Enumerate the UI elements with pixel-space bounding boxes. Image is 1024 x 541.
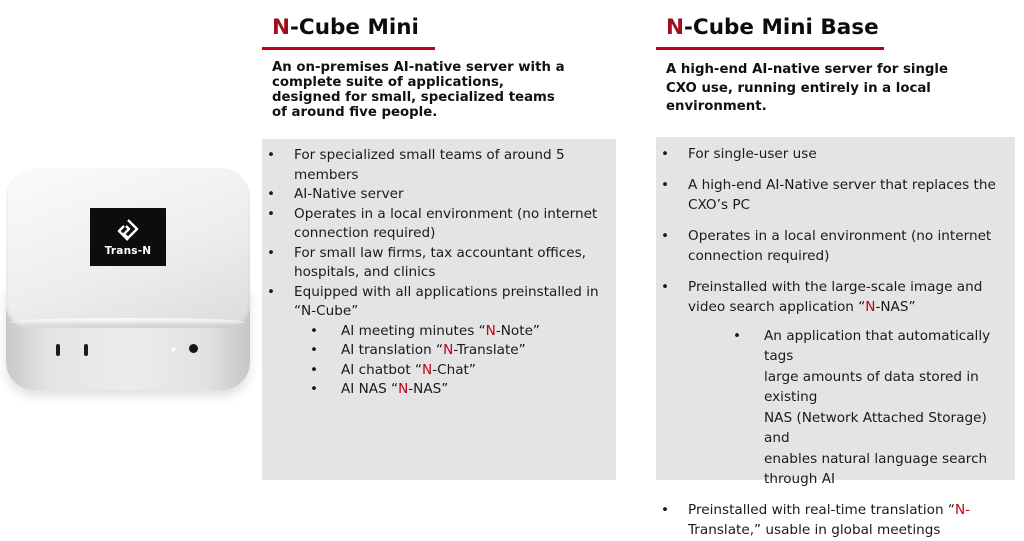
list-item-text: AI-Native server xyxy=(294,186,404,202)
n-cube-mini-summary: An on-premises AI-native server with a complete suite of applications, designed for small, specialized teams of around five people. xyxy=(272,60,565,120)
list-item xyxy=(656,175,1015,216)
app-accent: N xyxy=(398,381,409,397)
list-item-text: A high-end AI-Native server that replaces the CXO’s PC xyxy=(688,176,996,213)
app-label: AI NAS “ xyxy=(341,381,399,397)
nas-detail-text: An application that automatically tags large amounts of data stored in existing NAS (Network Attached Storage) and enables natural language search through AI xyxy=(764,327,991,487)
list-item xyxy=(656,226,1015,267)
usb-c-port-icon xyxy=(84,344,88,356)
title-accent-letter: N xyxy=(272,15,290,40)
list-item-text: Equipped with all applications preinstalled in “N-Cube” xyxy=(294,283,599,319)
app-accent: N xyxy=(443,342,454,358)
preinstalled-apps-list xyxy=(294,322,616,400)
list-item xyxy=(656,277,1015,490)
status-led-icon xyxy=(172,348,175,351)
headphone-jack-icon xyxy=(189,344,198,353)
trans-n-logo-icon xyxy=(115,217,141,243)
list-item xyxy=(262,185,616,205)
list-item xyxy=(262,146,616,185)
list-item-text: Operates in a local environment (no internet connection required) xyxy=(688,227,992,264)
nas-bullet-name: -NAS” xyxy=(875,299,916,315)
translate-bullet-name: Translate,” usable in global meetings xyxy=(688,522,941,538)
list-item xyxy=(262,244,616,283)
translate-bullet-accent: N- xyxy=(954,501,971,518)
list-item xyxy=(262,283,616,400)
title-text: -Cube Mini Base xyxy=(684,15,879,40)
list-item xyxy=(656,500,1015,541)
app-label: AI chatbot “ xyxy=(341,361,423,378)
n-cube-mini-base-section xyxy=(656,0,1015,538)
n-cube-mini-base-summary: A high-end AI-native server for single CXO use, running entirely in a local environment. xyxy=(666,62,949,114)
list-item xyxy=(688,326,1015,490)
app-label: AI meeting minutes “ xyxy=(341,322,486,339)
title-underline xyxy=(656,47,884,50)
list-item-text: For single-user use xyxy=(688,146,817,162)
nas-bullet-text: Preinstalled with the large-scale image and video search application “ xyxy=(688,278,983,315)
logo-text: Trans-N xyxy=(104,245,152,257)
app-label: AI translation “ xyxy=(341,342,444,358)
n-cube-mini-title xyxy=(272,15,616,41)
list-item-text xyxy=(688,502,970,539)
list-item-text: For small law firms, tax accountant offices, hospitals, and clinics xyxy=(294,244,586,280)
list-item-text: Operates in a local environment (no internet connection required) xyxy=(294,205,598,241)
app-list-item xyxy=(294,361,616,381)
app-accent: N xyxy=(422,361,433,378)
app-name: -NAS” xyxy=(408,381,449,397)
title-text: -Cube Mini xyxy=(290,15,419,40)
app-name: -Note” xyxy=(495,322,540,339)
n-cube-mini-base-title xyxy=(666,15,1015,41)
app-name: -Chat” xyxy=(432,361,476,378)
device-seam xyxy=(10,318,246,326)
list-item-text: For specialized small teams of around 5 members xyxy=(294,147,565,183)
list-item xyxy=(656,144,1015,165)
usb-c-port-icon xyxy=(56,344,60,356)
translate-bullet-text: Preinstalled with real-time translation “ xyxy=(688,501,955,518)
n-cube-mini-features-panel xyxy=(262,139,616,480)
nas-bullet-accent: N xyxy=(865,299,876,315)
trans-n-logo xyxy=(90,208,166,266)
app-name: -Translate” xyxy=(453,342,526,358)
list-item xyxy=(262,205,616,244)
title-underline xyxy=(262,47,435,50)
app-list-item xyxy=(294,322,616,342)
n-cube-mini-base-features-panel xyxy=(656,137,1015,538)
title-accent-letter: N xyxy=(666,15,684,40)
n-cube-mini-device-image xyxy=(6,168,250,390)
app-accent: N xyxy=(485,322,496,339)
n-cube-mini-section xyxy=(262,0,616,397)
app-list-item xyxy=(294,380,616,400)
nas-detail-list xyxy=(688,326,1015,490)
app-list-item xyxy=(294,341,616,361)
list-item-text xyxy=(688,279,982,316)
n-cube-mini-feature-list xyxy=(262,139,616,400)
